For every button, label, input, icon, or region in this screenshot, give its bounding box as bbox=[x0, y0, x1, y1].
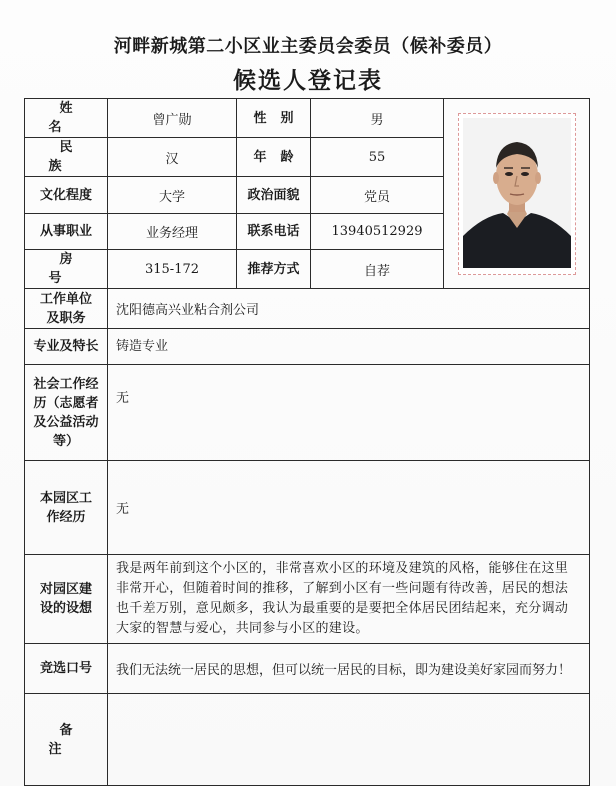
name-label: 姓名 bbox=[25, 99, 108, 138]
employer-label: 工作单位及职务 bbox=[25, 289, 108, 329]
gender-label: 性别 bbox=[237, 99, 311, 138]
photo-cell bbox=[444, 99, 590, 289]
recommend-value: 自荐 bbox=[311, 250, 444, 289]
slogan-value: 我们无法统一居民的思想，但可以统一居民的目标，即为建设美好家园而努力！ bbox=[108, 644, 590, 694]
document-subtitle: 候选人登记表 bbox=[233, 67, 383, 94]
gender-value: 男 bbox=[311, 99, 444, 138]
ethnicity-label: 民族 bbox=[25, 138, 108, 177]
age-label: 年龄 bbox=[237, 138, 311, 177]
portrait-photo bbox=[463, 118, 571, 268]
occupation-label: 从事职业 bbox=[25, 214, 108, 250]
employer-value: 沈阳德高兴业粘合剂公司 bbox=[108, 289, 590, 329]
education-value: 大学 bbox=[108, 177, 237, 214]
name-value: 曾广勋 bbox=[108, 99, 237, 138]
room-value: 315-172 bbox=[108, 250, 237, 289]
occupation-value: 业务经理 bbox=[108, 214, 237, 250]
slogan-label: 竞选口号 bbox=[25, 644, 108, 694]
ethnicity-value: 汉 bbox=[108, 138, 237, 177]
document-title: 河畔新城第二小区业主委员会委员（候补委员） bbox=[113, 36, 503, 57]
photo-frame bbox=[458, 113, 576, 275]
phone-label: 联系电话 bbox=[237, 214, 311, 250]
portrait-photo-icon bbox=[463, 118, 571, 268]
park-experience-label: 本园区工作经历 bbox=[25, 461, 108, 555]
specialty-value: 铸造专业 bbox=[108, 329, 590, 365]
ideas-label: 对园区建设的设想 bbox=[25, 555, 108, 644]
phone-value: 13940512929 bbox=[311, 214, 444, 250]
recommend-label: 推荐方式 bbox=[237, 250, 311, 289]
park-experience-value: 无 bbox=[108, 461, 590, 555]
social-experience-value: 无 bbox=[108, 365, 590, 461]
education-label: 文化程度 bbox=[25, 177, 108, 214]
room-label: 房号 bbox=[25, 250, 108, 289]
political-value: 党员 bbox=[311, 177, 444, 214]
age-value: 55 bbox=[311, 138, 444, 177]
remarks-value bbox=[108, 694, 590, 786]
political-label: 政治面貌 bbox=[237, 177, 311, 214]
social-experience-label: 社会工作经历（志愿者及公益活动等） bbox=[25, 365, 108, 461]
registration-form-table bbox=[24, 98, 590, 786]
specialty-label: 专业及特长 bbox=[25, 329, 108, 365]
ideas-value: 我是两年前到这个小区的，非常喜欢小区的环境及建筑的风格，能够住在这里非常开心，但随着时间的推移，了解到小区有一些问题有待改善，居民的想法也千差万别，意见颇多，我认为最重要的是要把全体居民团结起来，充分调动大家的智慧与爱心，共同参与小区的建设。 bbox=[108, 555, 590, 644]
remarks-label: 备注 bbox=[25, 694, 108, 786]
